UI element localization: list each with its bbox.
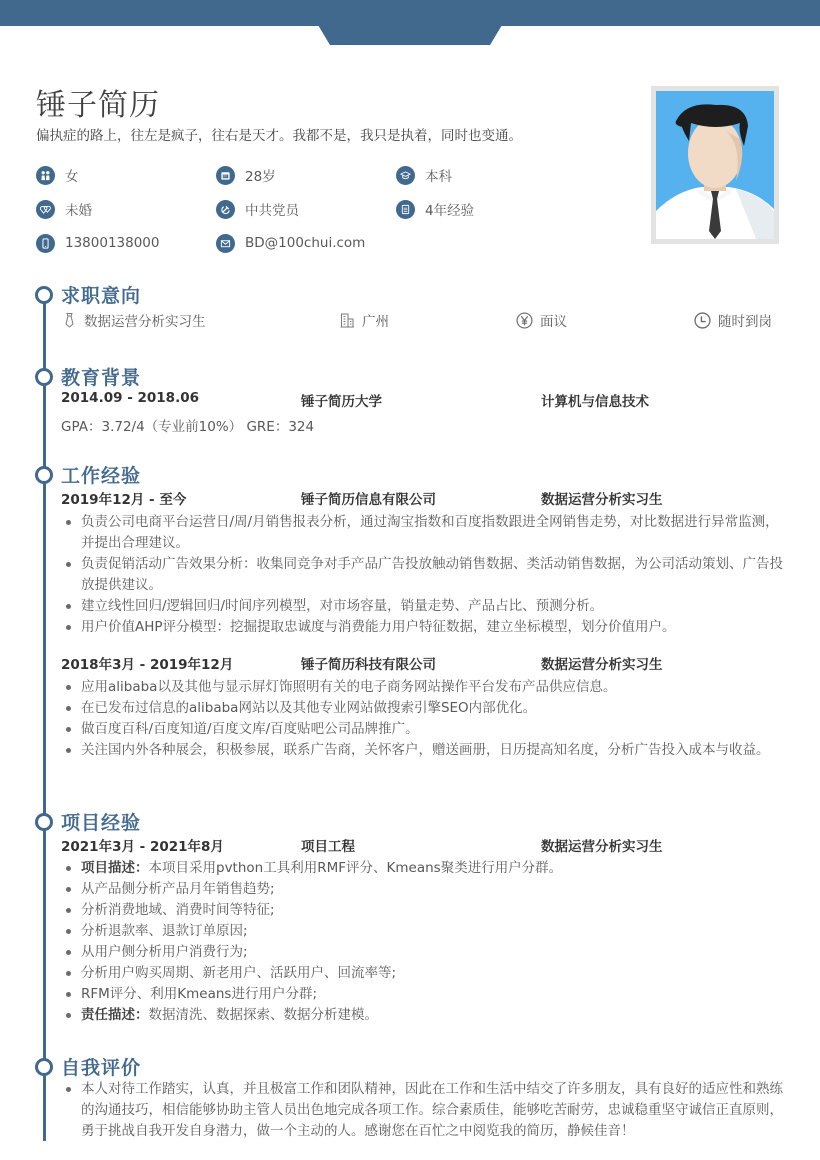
resume-name: 锤子简历: [36, 88, 160, 123]
list-item: 关注国内外各种展会，积极参展，联系广告商，关怀客户，赠送画册，日历提高知名度，分析广告投入成本与收益。: [61, 740, 783, 761]
list-item: 应用alibaba以及其他与显示屏灯饰照明有关的电子商务网站操作平台发布产品供应信息。: [61, 677, 783, 698]
info-phone: 13800138000: [36, 232, 159, 254]
motto: 偏执症的路上，往左是疯子，往右是天才。我都不是，我只是执着，同时也变通。: [36, 128, 522, 144]
section-education-header: 教育背景: [35, 363, 141, 390]
intent-salary: 面议: [516, 310, 567, 330]
info-gender: 女: [36, 164, 79, 186]
education-detail: GPA：3.72/4（专业前10%） GRE：324: [61, 419, 315, 435]
job-bullets: [61, 677, 783, 761]
list-item: 本人对待工作踏实，认真，并且极富工作和团队精神，因此在工作和生活中结交了许多朋友，具有良好的适应性和熟练的沟通技巧，相信能够协助主管人员出色地完成各项工作。综合素质佳，能够吃苦耐劳，忠诚稳重坚守诚信正直原则，勇于挑战自我开发自身潜力，做一个主动的人。感谢您在百忙之中阅览我的简历，静候佳音！: [61, 1079, 783, 1142]
tie-icon: [62, 312, 77, 328]
self-evaluation: [61, 1079, 783, 1142]
section-project-header: 项目经验: [35, 808, 141, 835]
education-major: 计算机与信息技术: [541, 394, 649, 410]
list-item: 从产品侧分析产品月年销售趋势;: [61, 879, 783, 900]
list-item: 责任描述：数据清洗、数据探索、数据分析建模。: [61, 1005, 783, 1026]
job-row: [61, 653, 781, 673]
project-row: [61, 835, 781, 855]
timeline-node-icon: [35, 286, 53, 304]
timeline-node-icon: [35, 1058, 53, 1076]
info-marital: 未婚: [36, 198, 92, 220]
info-email: BD@100chui.com: [216, 232, 365, 254]
top-banner-tab: [318, 25, 502, 45]
section-work-header: 工作经验: [35, 461, 141, 488]
info-age: 28岁: [216, 164, 276, 186]
list-item: 分析退款率、退款订单原因;: [61, 921, 783, 942]
project-period: 2021年3月 - 2021年8月: [61, 839, 224, 855]
education-row: [61, 390, 781, 410]
project-bullets: [61, 858, 783, 1026]
yen-icon: [516, 312, 533, 329]
list-item: 负责公司电商平台运营日/周/月销售报表分析，通过淘宝指数和百度指数跟进全网销售走势，对比数据进行异常监测，并提出合理建议。: [61, 512, 783, 554]
profile-photo: [651, 86, 779, 244]
gender-icon: [36, 166, 55, 185]
list-item: 做百度百科/百度知道/百度文库/百度贴吧公司品牌推广。: [61, 719, 783, 740]
list-item: 用户价值AHP评分模型：挖掘提取忠诚度与消费能力用户特征数据，建立坐标模型，划分价值用户。: [61, 617, 783, 638]
building-icon: [340, 312, 355, 328]
timeline-node-icon: [35, 368, 53, 386]
job-period: 2018年3月 - 2019年12月: [61, 657, 234, 673]
list-item: RFM评分、利用Kmeans进行用户分群;: [61, 984, 783, 1005]
list-item: 从用户侧分析用户消费行为;: [61, 942, 783, 963]
education-period: 2014.09 - 2018.06: [61, 390, 199, 406]
job-intent-row: [62, 310, 782, 332]
intent-city: 广州: [340, 310, 389, 330]
info-experience: 4年经验: [396, 198, 474, 220]
job-bullets: [61, 512, 783, 638]
job-period: 2019年12月 - 至今: [61, 492, 187, 508]
list-item: 负责促销活动广告效果分析：收集同竞争对手产品广告投放触动销售数据、类活动销售数据，为公司活动策划、广告投放提供建议。: [61, 554, 783, 596]
info-degree: 本科: [396, 164, 452, 186]
section-intent-header: 求职意向: [35, 281, 141, 308]
timeline-node-icon: [35, 813, 53, 831]
list-item: 项目描述：本项目采用pvthon工具利用RMF评分、Kmeans聚类进行用户分群。: [61, 858, 783, 879]
party-emblem-icon: [216, 200, 235, 219]
list-item: 在已发布过信息的alibaba网站以及其他专业网站做搜索引擎SEO内部优化。: [61, 698, 783, 719]
intent-availability: 随时到岗: [694, 310, 772, 330]
list-item: 分析用户购买周期、新老用户、活跃用户、回流率等;: [61, 963, 783, 984]
job-row: [61, 488, 781, 508]
email-icon: [216, 234, 235, 253]
graduation-cap-icon: [396, 166, 415, 185]
education-school: 锤子简历大学: [301, 394, 382, 410]
hearts-icon: [36, 200, 55, 219]
top-banner: [0, 0, 820, 26]
document-icon: [396, 200, 415, 219]
calendar-icon: [216, 166, 235, 185]
list-item: 分析消费地域、消费时间等特征;: [61, 900, 783, 921]
job-company: 锤子简历信息有限公司: [301, 492, 436, 508]
timeline-line: [43, 300, 46, 1141]
job-company: 锤子简历科技有限公司: [301, 657, 436, 673]
phone-icon: [36, 234, 55, 253]
clock-icon: [694, 312, 711, 329]
info-political: 中共党员: [216, 198, 299, 220]
section-self-header: 自我评价: [35, 1053, 141, 1080]
job-role: 数据运营分析实习生: [541, 492, 663, 508]
intent-position: 数据运营分析实习生: [62, 310, 206, 330]
timeline-node-icon: [35, 466, 53, 484]
job-role: 数据运营分析实习生: [541, 657, 663, 673]
project-name: 项目工程: [301, 839, 355, 855]
project-role: 数据运营分析实习生: [541, 839, 663, 855]
avatar: [656, 91, 774, 239]
list-item: 建立线性回归/逻辑回归/时间序列模型，对市场容量，销量走势、产品占比、预测分析。: [61, 596, 783, 617]
